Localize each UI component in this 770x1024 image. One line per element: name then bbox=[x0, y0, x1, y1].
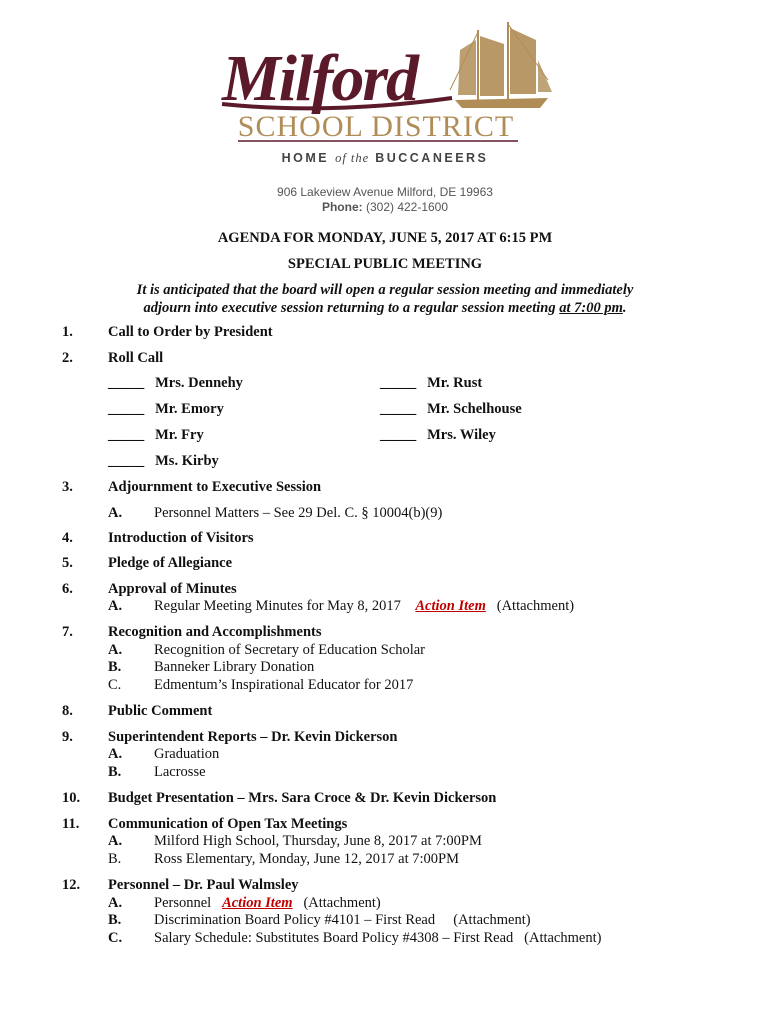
item-title-minutes: Approval of Minutes bbox=[108, 581, 237, 597]
sub-letter: B. bbox=[108, 764, 122, 780]
roll-call-entry: _____ Mr. Schelhouse bbox=[380, 401, 522, 417]
sub-item-text: Recognition of Secretary of Education Scholar bbox=[154, 642, 425, 658]
item-title-tax-meetings: Communication of Open Tax Meetings bbox=[108, 816, 348, 832]
address-line: 906 Lakeview Avenue Milford, DE 19963 bbox=[277, 185, 493, 199]
roll-call-entry: _____ Mr. Fry bbox=[108, 427, 204, 443]
item-number: 6. bbox=[62, 581, 73, 597]
item-title-executive-session: Adjournment to Executive Session bbox=[108, 479, 322, 495]
sub-item-text: Edmentum’s Inspirational Educator for 2017 bbox=[154, 677, 414, 693]
roll-call-entry: _____ Mrs. Dennehy bbox=[108, 375, 243, 391]
sub-item-text: Ross Elementary, Monday, June 12, 2017 at 7:00PM bbox=[154, 851, 460, 867]
meeting-type: SPECIAL PUBLIC MEETING bbox=[287, 256, 483, 272]
phone-line: Phone: (302) 422-1600 bbox=[321, 200, 449, 214]
sub-letter: A. bbox=[108, 895, 123, 911]
sub-item-text: Lacrosse bbox=[154, 764, 206, 780]
item-number: 7. bbox=[62, 624, 73, 640]
sub-item-text: Personnel Matters – See 29 Del. C. § 10004(b)(9) bbox=[154, 505, 443, 521]
item-title-personnel: Personnel – Dr. Paul Walmsley bbox=[108, 877, 299, 893]
item-number: 8. bbox=[62, 703, 73, 719]
roll-call-entry: _____ Ms. Kirby bbox=[108, 453, 219, 469]
sub-letter: A. bbox=[108, 505, 123, 521]
sub-item-text: Salary Schedule: Substitutes Board Policy #4308 – First Read (Attachment) bbox=[154, 930, 602, 946]
sub-item-text: Milford High School, Thursday, June 8, 2017 at 7:00PM bbox=[154, 833, 482, 849]
item-title-visitors: Introduction of Visitors bbox=[108, 530, 254, 546]
svg-text:Milford: Milford bbox=[222, 42, 418, 115]
item-number: 1. bbox=[62, 324, 73, 340]
roll-call-entry: _____ Mr. Emory bbox=[108, 401, 224, 417]
district-wordmark: SCHOOL DISTRICT bbox=[237, 110, 515, 143]
sub-letter: B. bbox=[108, 659, 122, 675]
item-title-call-to-order: Call to Order by President bbox=[108, 324, 273, 340]
sub-letter: B. bbox=[108, 912, 122, 928]
item-number: 12. bbox=[62, 877, 81, 893]
item-number: 4. bbox=[62, 530, 73, 546]
sub-item-text: Banneker Library Donation bbox=[154, 659, 315, 675]
sub-item-text: Graduation bbox=[154, 746, 220, 762]
roll-call-entry: _____ Mr. Rust bbox=[380, 375, 483, 391]
item-number: 11. bbox=[62, 816, 80, 832]
sub-letter: A. bbox=[108, 833, 123, 849]
item-title-budget: Budget Presentation – Mrs. Sara Croce & Dr. Kevin Dickerson bbox=[108, 790, 497, 806]
item-title-superintendent: Superintendent Reports – Dr. Kevin Dickerson bbox=[108, 729, 398, 745]
sub-item-text: Discrimination Board Policy #4101 – First Read (Attachment) bbox=[154, 912, 531, 928]
sub-item-text: Personnel Action Item (Attachment) bbox=[154, 895, 381, 911]
agenda-title: AGENDA FOR MONDAY, JUNE 5, 2017 AT 6:15 PM bbox=[217, 230, 553, 246]
item-title-public-comment: Public Comment bbox=[108, 703, 213, 719]
item-title-recognition: Recognition and Accomplishments bbox=[108, 624, 322, 640]
sub-item-text: Regular Meeting Minutes for May 8, 2017 Action Item (Attachment) bbox=[154, 598, 575, 614]
item-number: 2. bbox=[62, 350, 73, 366]
action-item-link[interactable]: Action Item bbox=[415, 598, 486, 614]
sub-letter: C. bbox=[108, 677, 122, 693]
item-title-roll-call: Roll Call bbox=[108, 350, 164, 366]
sub-letter: A. bbox=[108, 746, 123, 762]
item-number: 9. bbox=[62, 729, 73, 745]
action-item-link[interactable]: Action Item bbox=[222, 895, 293, 911]
ship-logo-icon bbox=[0, 0, 770, 150]
sub-letter: B. bbox=[108, 851, 122, 867]
item-title-pledge: Pledge of Allegiance bbox=[108, 555, 233, 571]
intro-paragraph: It is anticipated that the board will open a regular session meeting and immediately adjourn into executive session returning to a regular session meeting at 7:00 pm. bbox=[136, 282, 634, 316]
item-number: 10. bbox=[62, 790, 81, 806]
tagline: HOME of the BUCCANEERS bbox=[281, 151, 489, 165]
item-number: 5. bbox=[62, 555, 73, 571]
sub-letter: C. bbox=[108, 930, 123, 946]
sub-letter: A. bbox=[108, 642, 123, 658]
item-number: 3. bbox=[62, 479, 73, 495]
roll-call-entry: _____ Mrs. Wiley bbox=[380, 427, 496, 443]
sub-letter: A. bbox=[108, 598, 123, 614]
